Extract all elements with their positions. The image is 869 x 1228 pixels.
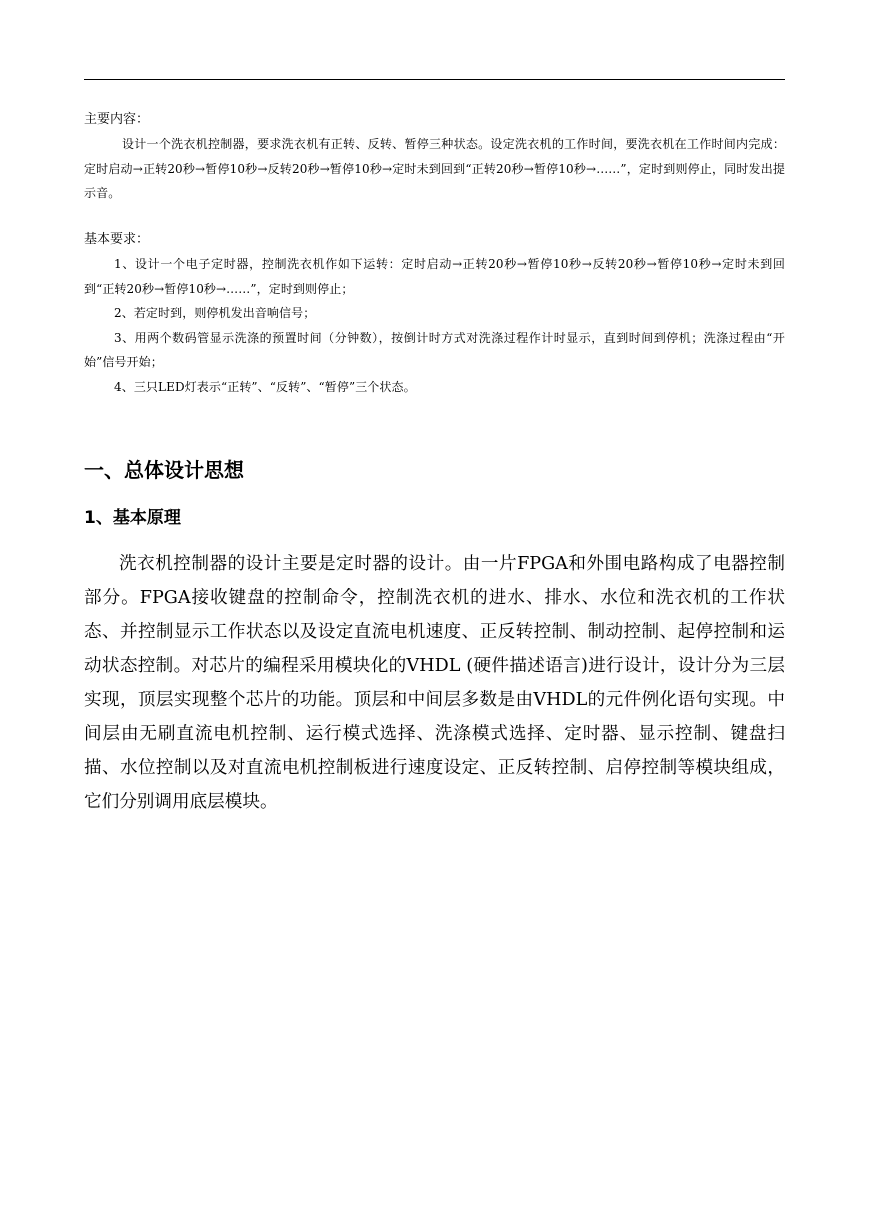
main-content-section: [84, 108, 785, 206]
requirement-item: 2、若定时到，则停机发出音响信号；: [114, 306, 316, 320]
subsection-1-1: [84, 505, 785, 531]
basic-requirements-heading: 基本要求：: [84, 232, 150, 247]
body-text-block: [84, 547, 785, 819]
body-paragraph: 洗衣机控制器的设计主要是定时器的设计。由一片FPGA和外围电路构成了电器控制部分。FPGA接收键盘的控制命令，控制洗衣机的进水、排水、水位和洗衣机的工作状态、并控制显示工作状态以及设定直流电机速度、正反转控制、制动控制、起停控制和运动状态控制。对芯片的编程采用模块化的VHDL (硬件描述语言)进行设计，设计分为三层实现，顶层实现整个芯片的功能。顶层和中间层多数是由VHDL的元件例化语句实现。中间层由无刷直流电机控制、运行模式选择、洗涤模式选择、定时器、显示控制、键盘扫描、水位控制以及对直流电机控制板进行速度设定、正反转控制、启停控制等模块组成，它们分别调用底层模块。: [84, 554, 785, 812]
header-rule: [84, 79, 785, 80]
basic-requirements-section: [84, 228, 785, 399]
section-title: 一、总体设计思想: [84, 458, 244, 482]
requirement-item: 3、用两个数码管显示洗涤的预置时间（分钟数），按倒计时方式对洗涤过程作计时显示，直到时间到停机；洗涤过程由“开始”信号开始；: [84, 330, 785, 369]
requirement-item: 1、设计一个电子定时器，控制洗衣机作如下运转：定时启动→正转20秒→暂停10秒→反转20秒→暂停10秒→定时未到回到“正转20秒→暂停10秒→……”，定时到则停止；: [84, 257, 785, 296]
requirement-item: 4、三只LED灯表示“正转”、“反转”、“暂停”三个状态。: [114, 379, 416, 394]
subsection-title: 1、基本原理: [84, 508, 181, 528]
section-1: [84, 455, 785, 485]
main-content-paragraph: 设计一个洗衣机控制器，要求洗衣机有正转、反转、暂停三种状态。设定洗衣机的工作时间，要洗衣机在工作时间内完成：定时启动→正转20秒→暂停10秒→反转20秒→暂停10秒→定时未到回到“正转20秒→暂停10秒→……”，定时到则停止，同时发出提示音。: [84, 137, 785, 200]
main-content-heading: 主要内容：: [84, 112, 150, 127]
